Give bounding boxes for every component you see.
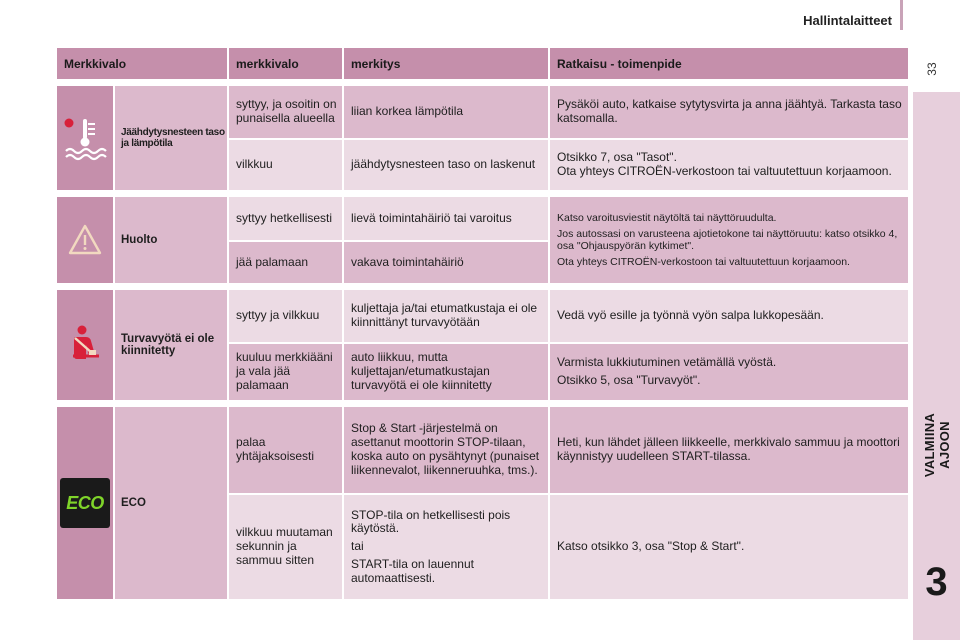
action-cell: Katso varoitusviestit näytöltä tai näyttöruudulta. Jos autossasi on varusteena ajotietokone tai näyttöruutu: katso otsikko 4, osa "Ohjauspyörän kytkimet". Ota yhteys CITROËN-verkostoon tai valtuutettuun korjaamoon.: [550, 197, 908, 283]
state-cell: vilkkuu muutaman sekunnin ja sammuu sitten: [229, 493, 344, 599]
action-cell: Katso otsikko 3, osa "Stop & Start".: [550, 493, 908, 599]
meaning-cell: Stop & Start -järjestelmä on asettanut moottorin STOP-tilaan, koska auto on pysähtynyt (punaiset liikennevalot, liikenneruuhka, tms.).: [344, 407, 550, 493]
action-cell: Heti, kun lähdet jälleen liikkeelle, merkkivalo sammuu ja moottori käynnistyy uudelleen START-tilassa.: [550, 407, 908, 493]
chapter-title: VALMIINA AJOON: [922, 412, 952, 478]
warning-lights-table: [57, 48, 908, 601]
state-cell: kuuluu merkkiääni ja vala jää palamaan: [229, 342, 344, 400]
chapter-number: 3: [925, 560, 948, 604]
coolant-temperature-icon: [57, 86, 115, 190]
table-group-coolant: [57, 86, 908, 192]
meaning-cell: kuljettaja ja/tai etumatkustaja ei ole kiinnittänyt turvavyötään: [344, 290, 550, 342]
meaning-cell: STOP-tila on hetkellisesti pois käytöstä. tai START-tila on lauennut automaattisesti.: [344, 493, 550, 599]
table-group-eco: [57, 407, 908, 601]
warning-light-name: ECO: [115, 407, 229, 599]
state-cell: syttyy hetkellisesti: [229, 197, 344, 240]
meaning-cell: vakava toimintahäiriö: [344, 240, 550, 283]
action-cell: Pysäköi auto, katkaise sytytysvirta ja anna jäähtyä. Tarkasta taso katsomalla.: [550, 86, 908, 138]
column-header: Ratkaisu - toimenpide: [557, 56, 682, 71]
state-cell: syttyy, ja osoitin on punaisella alueella: [229, 86, 344, 138]
table-group-seatbelt: [57, 290, 908, 402]
warning-triangle-icon: [57, 197, 115, 283]
state-cell: jää palamaan: [229, 240, 344, 283]
header-rule: [900, 0, 903, 30]
action-cell: Varmista lukkiutuminen vetämällä vyöstä. Otsikko 5, osa "Turvavyöt".: [550, 342, 908, 400]
meaning-cell: jäähdytysnesteen taso on laskenut: [344, 138, 550, 190]
meaning-cell: auto liikkuu, mutta kuljettajan/etumatkustajan turvavyötä ei ole kiinnitetty: [344, 342, 550, 400]
state-cell: syttyy ja vilkkuu: [229, 290, 344, 342]
column-header: Merkkivalo: [57, 48, 229, 79]
warning-light-name: Jäähdytysnesteen taso ja lämpötila: [115, 86, 229, 190]
action-cell: Vedä vyö esille ja työnnä vyön salpa lukkopesään.: [550, 290, 908, 342]
state-cell: palaa yhtäjaksoisesti: [229, 407, 344, 493]
page-number: 33: [925, 62, 939, 76]
warning-light-name: Turvavyötä ei ole kiinnitetty: [115, 290, 229, 400]
chapter-side-tab: [913, 92, 960, 640]
warning-light-name: Huolto: [115, 197, 229, 283]
meaning-cell: lievä toimintahäiriö tai varoitus: [344, 197, 550, 240]
action-cell: Otsikko 7, osa "Tasot". Ota yhteys CITROËN-verkostoon tai valtuutettuun korjaamoon.: [550, 138, 908, 190]
eco-icon-text: ECO: [66, 492, 104, 513]
state-cell: vilkkuu: [229, 138, 344, 190]
column-header: merkitys: [344, 48, 550, 79]
column-header: merkkivalo: [229, 48, 344, 79]
seatbelt-icon: [57, 290, 115, 400]
table-header-row: [57, 48, 908, 81]
table-group-service: [57, 197, 908, 285]
meaning-cell: liian korkea lämpötila: [344, 86, 550, 138]
page-header-title: Hallintalaitteet: [803, 13, 892, 28]
eco-icon: [57, 407, 115, 599]
